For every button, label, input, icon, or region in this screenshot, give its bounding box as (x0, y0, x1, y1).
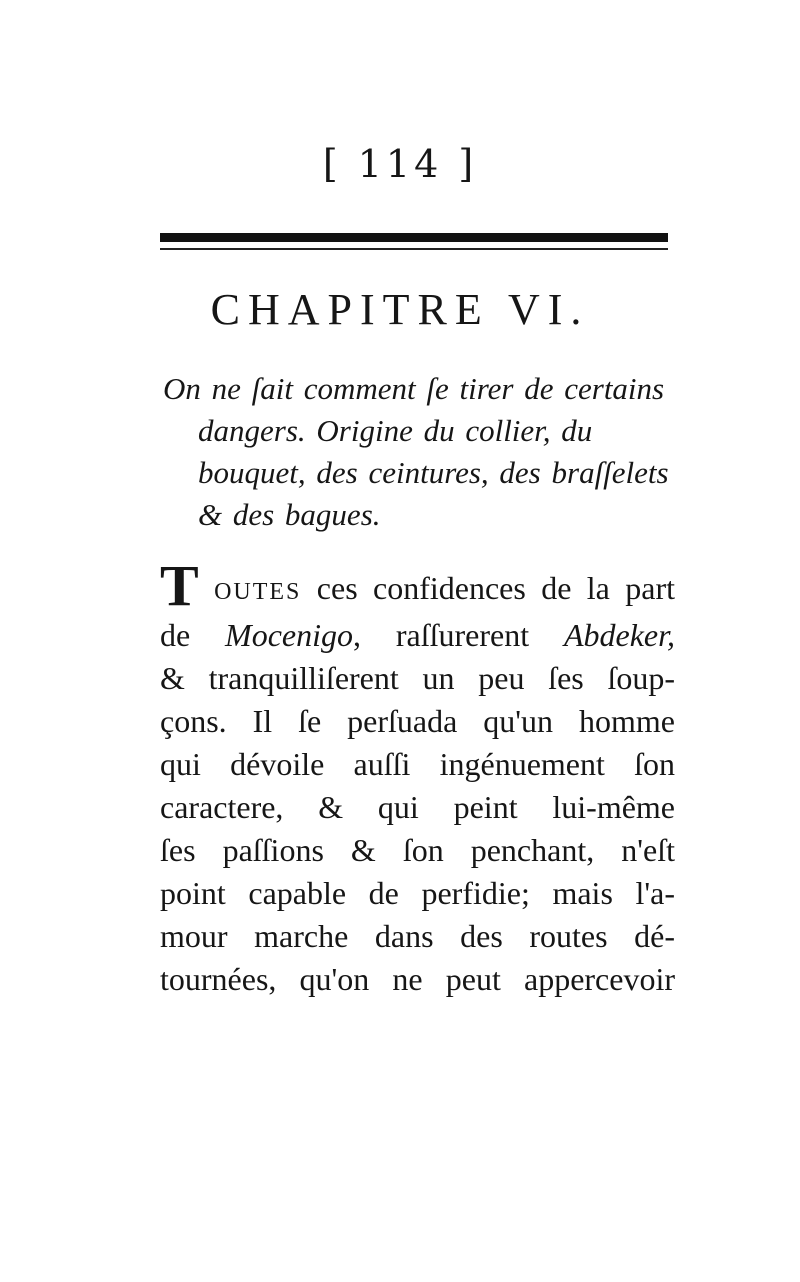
line-text: ces confidences de la part (301, 570, 675, 606)
chapter-summary (163, 368, 683, 536)
page-number: [ 114 ] (322, 142, 478, 186)
body-text (160, 553, 675, 1001)
header-rule-thick (160, 233, 668, 242)
body-line-1 (160, 553, 675, 618)
name-abdeker: Abdeker, (563, 617, 675, 653)
summary-first-line: On ne ſait comment ſe tirer de certains (163, 371, 665, 406)
body-line-10: tournées, qu'on ne peut appercevoir (160, 961, 675, 997)
small-caps-word: OUTES (214, 579, 302, 605)
chapter-title: CHAPITRE VI. (210, 285, 590, 334)
body-line-8: point capable de perfidie; mais l'a- (160, 875, 675, 911)
body-line-6: caractere, & qui peint lui-même (160, 789, 675, 825)
header-rule-thin (160, 248, 668, 250)
body-line-5: qui dévoile auſſi ingénuement ſon (160, 746, 675, 782)
body-line-7: ſes paſſions & ſon penchant, n'eſt (160, 832, 675, 868)
line-text: de (160, 617, 226, 653)
body-line-4: çons. Il ſe perſuada qu'un homme (160, 703, 675, 739)
line-text: , raſſurerent (353, 617, 564, 653)
drop-cap: T (160, 553, 199, 618)
body-line-3: & tranquilliſerent un peu ſes ſoup- (160, 660, 675, 696)
body-line-9: mour marche dans des routes dé- (160, 918, 675, 954)
summary-continuation: dangers. Origine du collier, du bouquet, des ceintures, des braſſelets & des bagues. (198, 413, 669, 532)
name-mocenigo: Mocenigo (225, 617, 353, 653)
body-line-2 (160, 614, 675, 657)
